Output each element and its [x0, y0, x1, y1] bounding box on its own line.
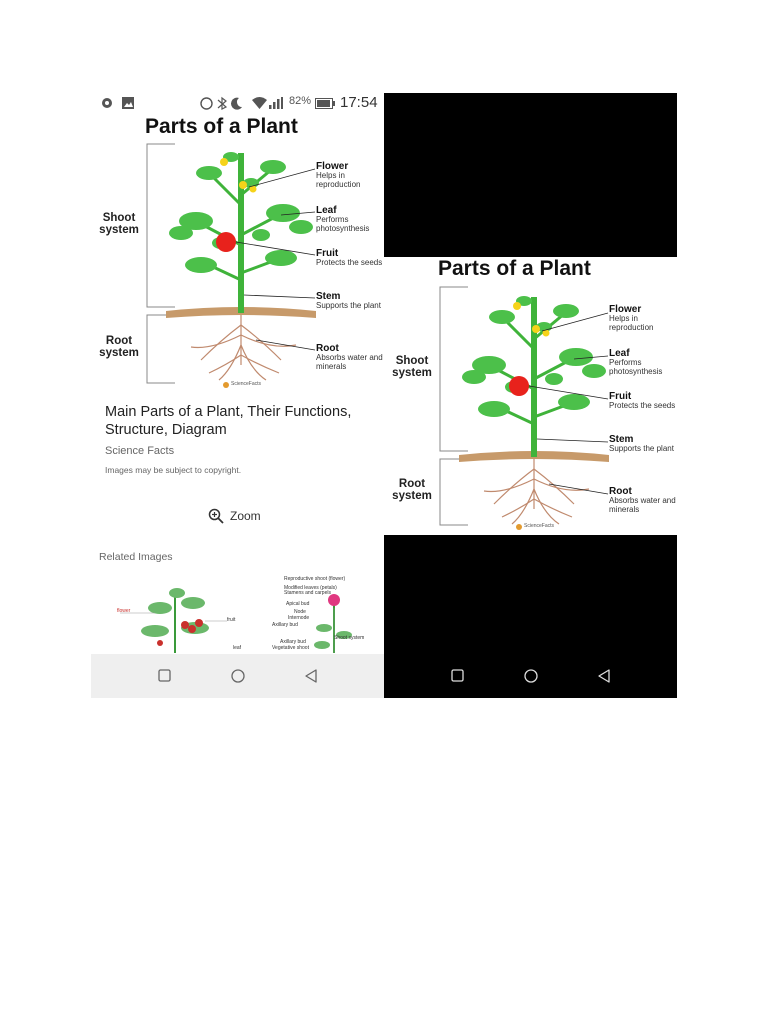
thumb-label: Stamens and carpels	[284, 590, 331, 596]
home-circle-icon[interactable]	[521, 666, 541, 686]
related-thumb-1[interactable]	[95, 573, 257, 653]
part-fruit: Fruit Protects the seeds	[609, 391, 676, 410]
shoot-system-label: Shoot system	[392, 355, 432, 380]
zoom-in-icon	[208, 508, 224, 524]
thumb-label: Shoot system	[334, 635, 365, 641]
related-images-heading: Related Images	[99, 551, 173, 563]
result-title[interactable]: Main Parts of a Plant, Their Functions, Structure, Diagram	[105, 404, 352, 438]
thumb-label: Reproductive shoot (flower)	[284, 576, 346, 582]
left-phone-screenshot	[91, 93, 384, 698]
thumb-label-flower: flower	[117, 608, 131, 614]
part-root: Root Absorbs water and minerals	[609, 486, 676, 514]
back-triangle-icon[interactable]	[594, 666, 614, 686]
right-phone-screenshot	[384, 93, 677, 698]
credit-logo-text: ScienceFacts	[524, 523, 555, 529]
part-root: Root Absorbs water and minerals	[316, 343, 383, 371]
back-triangle-icon[interactable]	[301, 666, 321, 686]
home-circle-icon[interactable]	[228, 666, 248, 686]
part-stem: Stem Supports the plant	[316, 291, 381, 310]
navigation-bar	[384, 654, 677, 698]
part-leaf: Leaf Performs photosynthesis	[316, 205, 370, 233]
navigation-bar	[91, 654, 384, 698]
image-notification-icon	[122, 97, 134, 109]
root-system-label: Root system	[392, 478, 432, 503]
data-saver-icon	[200, 97, 213, 110]
shoot-system-label: Shoot system	[99, 212, 139, 237]
do-not-disturb-moon-icon	[231, 97, 243, 110]
credit-logo-text: ScienceFacts	[231, 381, 262, 387]
part-flower: Flower Helps in reproduction	[316, 161, 361, 189]
bluetooth-icon	[217, 97, 227, 110]
diagram-title: Parts of a Plant	[145, 115, 298, 138]
camera-notification-icon	[100, 97, 114, 109]
related-thumb-2[interactable]	[266, 573, 365, 653]
thumb-label: Internode	[288, 615, 310, 621]
root-system-label: Root system	[99, 335, 139, 360]
recents-square-icon[interactable]	[155, 666, 175, 686]
battery-icon	[315, 98, 335, 109]
thumb-label: Node	[294, 609, 306, 615]
result-source[interactable]: Science Facts	[105, 445, 175, 457]
recents-square-icon[interactable]	[448, 666, 468, 686]
zoom-button[interactable]	[208, 506, 261, 526]
thumb-label: Vegetative shoot	[272, 645, 309, 651]
copyright-note: Images may be subject to copyright.	[105, 465, 242, 475]
part-fruit: Fruit Protects the seeds	[316, 248, 383, 267]
wifi-icon	[252, 97, 267, 109]
part-stem: Stem Supports the plant	[609, 434, 674, 453]
clock-time: 17:54	[340, 94, 378, 111]
thumb-label: Modified leaves (petals)	[284, 585, 337, 591]
status-bar	[91, 93, 384, 115]
signal-icon	[269, 97, 283, 109]
thumb-label: Apical bud	[286, 601, 310, 607]
plant-diagram-image[interactable]	[91, 115, 384, 395]
thumb-label: Axillary bud	[280, 639, 306, 645]
zoom-label: Zoom	[230, 509, 261, 523]
part-flower: Flower Helps in reproduction	[609, 304, 654, 332]
thumb-label: Axillary bud	[272, 622, 298, 628]
diagram-title: Parts of a Plant	[438, 257, 591, 280]
plant-diagram-fullscreen[interactable]	[384, 257, 677, 535]
battery-percent: 82%	[289, 95, 312, 107]
thumb-label-leaf: leaf	[233, 645, 242, 651]
thumb-label-fruit: fruit	[227, 617, 236, 623]
part-leaf: Leaf Performs photosynthesis	[609, 348, 663, 376]
